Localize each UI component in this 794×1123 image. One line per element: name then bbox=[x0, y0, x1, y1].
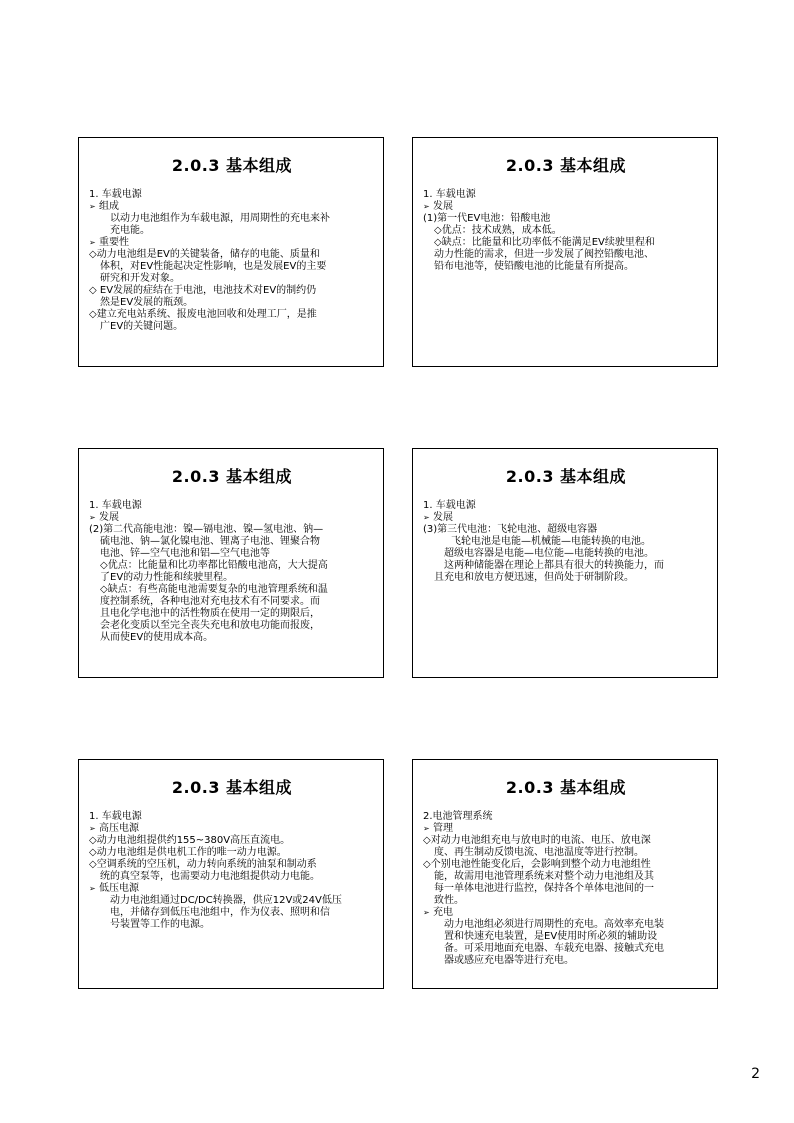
arrow-bullet-icon: ➢ bbox=[89, 238, 96, 247]
arrow-bullet-icon: ➢ bbox=[89, 884, 96, 893]
line-text: ◇动力电池组提供约155~380V高压直流电。 bbox=[89, 835, 291, 846]
line-text: 置和快速充电装置，是EV使用时所必须的辅助设 bbox=[444, 931, 658, 942]
text-line bbox=[89, 871, 375, 883]
text-line bbox=[423, 859, 709, 871]
text-line bbox=[423, 931, 709, 943]
line-text: ◇缺点：有些高能电池需要复杂的电池管理系统和温 bbox=[100, 584, 328, 595]
text-line bbox=[423, 811, 709, 823]
text-line bbox=[89, 919, 375, 931]
line-text: 电，并储存到低压电池组中，作为仪表、照明和信 bbox=[110, 907, 330, 918]
text-line bbox=[89, 560, 375, 572]
text-line bbox=[89, 261, 375, 273]
line-text: ◇优点：比能量和比功率都比铅酸电池高，大大提高 bbox=[100, 560, 328, 571]
line-text: (3)第三代电池：飞轮电池、超级电容器 bbox=[423, 524, 598, 535]
bullet-heading bbox=[89, 512, 375, 524]
line-text: 铅布电池等，使铅酸电池的比能量有所提高。 bbox=[434, 261, 634, 272]
line-text: 高压电源 bbox=[99, 823, 139, 834]
slide-title: 2.0.3 基本组成 bbox=[171, 156, 293, 175]
line-text: 发展 bbox=[99, 512, 119, 523]
bullet-heading bbox=[423, 823, 709, 835]
text-line bbox=[89, 907, 375, 919]
text-line bbox=[89, 620, 375, 632]
text-line bbox=[89, 189, 375, 201]
line-text: 1. 车载电源 bbox=[89, 811, 142, 822]
line-text: 2.电池管理系统 bbox=[423, 811, 493, 822]
line-text: 1. 车载电源 bbox=[89, 189, 142, 200]
line-text: ◇对动力电池组充电与放电时的电流、电压、放电深 bbox=[423, 835, 651, 846]
page-number: 2 bbox=[751, 1066, 760, 1082]
bullet-heading bbox=[423, 907, 709, 919]
line-text: 1. 车载电源 bbox=[423, 189, 476, 200]
text-line bbox=[89, 811, 375, 823]
slide-3 bbox=[78, 448, 384, 678]
text-line bbox=[423, 536, 709, 548]
line-text: 且充电和放电方便迅速，但尚处于研制阶段。 bbox=[434, 572, 634, 583]
text-line bbox=[423, 237, 709, 249]
line-text: 电池、锌—空气电池和铝—空气电池等 bbox=[100, 548, 270, 559]
slide-body bbox=[423, 811, 709, 967]
line-text: 致性。 bbox=[434, 895, 464, 906]
slide-title: 2.0.3 基本组成 bbox=[171, 467, 293, 486]
line-text: (1)第一代EV电池：铅酸电池 bbox=[423, 213, 551, 224]
slide-title: 2.0.3 基本组成 bbox=[505, 156, 627, 175]
line-text: 硫电池、钠—氯化镍电池、锂离子电池、锂聚合物 bbox=[100, 536, 320, 547]
line-text: ◇个别电池性能变化后，会影响到整个动力电池组性 bbox=[423, 859, 651, 870]
slide-4 bbox=[412, 448, 718, 678]
text-line bbox=[423, 919, 709, 931]
slide-body bbox=[89, 811, 375, 931]
line-text: 动力性能的需求，但进一步发展了阀控铅酸电池、 bbox=[434, 249, 654, 260]
slide-body bbox=[89, 500, 375, 644]
arrow-bullet-icon: ➢ bbox=[89, 513, 96, 522]
bullet-heading bbox=[423, 512, 709, 524]
text-line bbox=[423, 261, 709, 273]
line-text: 广EV的关键问题。 bbox=[100, 321, 184, 332]
text-line bbox=[423, 572, 709, 584]
text-line bbox=[89, 524, 375, 536]
line-text: 从而使EV的使用成本高。 bbox=[100, 632, 214, 643]
text-line bbox=[89, 309, 375, 321]
line-text: 以动力电池组作为车载电源，用周期性的充电来补 bbox=[110, 213, 330, 224]
text-line bbox=[89, 297, 375, 309]
text-line bbox=[89, 835, 375, 847]
text-line bbox=[89, 548, 375, 560]
line-text: ◇动力电池组是EV的关键装备，储存的电能、质量和 bbox=[89, 249, 320, 260]
line-text: 充电能。 bbox=[110, 225, 150, 236]
slide-5 bbox=[78, 759, 384, 989]
text-line bbox=[89, 273, 375, 285]
line-text: 组成 bbox=[99, 201, 119, 212]
text-line bbox=[89, 321, 375, 333]
line-text: 统的真空泵等，也需要动力电池组提供动力电能。 bbox=[100, 871, 320, 882]
slide-body bbox=[423, 189, 709, 273]
line-text: 器或感应充电器等进行充电。 bbox=[444, 955, 574, 966]
text-line bbox=[423, 943, 709, 955]
arrow-bullet-icon: ➢ bbox=[423, 202, 430, 211]
arrow-bullet-icon: ➢ bbox=[89, 824, 96, 833]
line-text: 这两种储能器在理论上都具有很大的转换能力，而 bbox=[444, 560, 664, 571]
bullet-heading bbox=[89, 201, 375, 213]
text-line bbox=[89, 500, 375, 512]
text-line bbox=[89, 536, 375, 548]
bullet-heading bbox=[89, 823, 375, 835]
line-text: 然是EV发展的瓶颈。 bbox=[100, 297, 194, 308]
text-line bbox=[89, 608, 375, 620]
slide-1 bbox=[78, 137, 384, 367]
text-line bbox=[423, 249, 709, 261]
slide-body bbox=[89, 189, 375, 333]
line-text: 低压电源 bbox=[99, 883, 139, 894]
text-line bbox=[423, 883, 709, 895]
line-text: 且电化学电池中的活性物质在使用一定的期限后， bbox=[100, 608, 320, 619]
text-line bbox=[423, 560, 709, 572]
text-line bbox=[423, 500, 709, 512]
bullet-heading bbox=[89, 883, 375, 895]
line-text: ◇建立充电站系统、报废电池回收和处理工厂，是推 bbox=[89, 309, 317, 320]
line-text: 1. 车载电源 bbox=[423, 500, 476, 511]
line-text: 研究和开发对象。 bbox=[100, 273, 180, 284]
line-text: ◇空调系统的空压机，动力转向系统的油泵和制动系 bbox=[89, 859, 317, 870]
line-text: ◇动力电池组是供电机工作的唯一动力电源。 bbox=[89, 847, 287, 858]
text-line bbox=[89, 847, 375, 859]
line-text: ◇缺点：比能量和比功率低不能满足EV续驶里程和 bbox=[434, 237, 655, 248]
text-line bbox=[89, 225, 375, 237]
line-text: 重要性 bbox=[99, 237, 129, 248]
slide-title: 2.0.3 基本组成 bbox=[171, 778, 293, 797]
slide-body bbox=[423, 500, 709, 584]
arrow-bullet-icon: ➢ bbox=[423, 824, 430, 833]
line-text: 会老化变质以至完全丧失充电和放电功能而报废， bbox=[100, 620, 320, 631]
slide-6 bbox=[412, 759, 718, 989]
line-text: 了EV的动力性能和续驶里程。 bbox=[100, 572, 234, 583]
line-text: 动力电池组必须进行周期性的充电。高效率充电装 bbox=[444, 919, 664, 930]
slide-2 bbox=[412, 137, 718, 367]
line-text: 发展 bbox=[433, 512, 453, 523]
text-line bbox=[89, 285, 375, 297]
text-line bbox=[423, 213, 709, 225]
line-text: 1. 车载电源 bbox=[89, 500, 142, 511]
text-line bbox=[423, 524, 709, 536]
line-text: 备。可采用地面充电器、车载充电器、接触式充电 bbox=[444, 943, 664, 954]
line-text: 充电 bbox=[433, 907, 453, 918]
text-line bbox=[89, 632, 375, 644]
text-line bbox=[89, 572, 375, 584]
text-line bbox=[423, 955, 709, 967]
text-line bbox=[89, 213, 375, 225]
text-line bbox=[423, 189, 709, 201]
text-line bbox=[423, 835, 709, 847]
line-text: (2)第二代高能电池：镍—镉电池、镍—氢电池、钠— bbox=[89, 524, 324, 535]
line-text: ◇ EV发展的症结在于电池，电池技术对EV的制约仍 bbox=[89, 285, 317, 296]
line-text: 超级电容器是电能—电位能—电能转换的电池。 bbox=[444, 548, 654, 559]
slide-title: 2.0.3 基本组成 bbox=[505, 778, 627, 797]
line-text: 能，故需用电池管理系统来对整个动力电池组及其 bbox=[434, 871, 654, 882]
text-line bbox=[423, 548, 709, 560]
line-text: 度控制系统，各种电池对充电技术有不同要求。而 bbox=[100, 596, 320, 607]
line-text: 度、再生制动反馈电流、电池温度等进行控制。 bbox=[434, 847, 644, 858]
arrow-bullet-icon: ➢ bbox=[89, 202, 96, 211]
text-line bbox=[89, 859, 375, 871]
line-text: 发展 bbox=[433, 201, 453, 212]
line-text: 管理 bbox=[433, 823, 453, 834]
text-line bbox=[89, 895, 375, 907]
line-text: 每一单体电池进行监控，保持各个单体电池间的一 bbox=[434, 883, 654, 894]
line-text: 号装置等工作的电源。 bbox=[110, 919, 210, 930]
slide-title: 2.0.3 基本组成 bbox=[505, 467, 627, 486]
bullet-heading bbox=[423, 201, 709, 213]
text-line bbox=[423, 847, 709, 859]
arrow-bullet-icon: ➢ bbox=[423, 513, 430, 522]
bullet-heading bbox=[89, 237, 375, 249]
text-line bbox=[89, 596, 375, 608]
text-line bbox=[423, 895, 709, 907]
text-line bbox=[423, 871, 709, 883]
line-text: ◇优点：技术成熟，成本低。 bbox=[434, 225, 562, 236]
arrow-bullet-icon: ➢ bbox=[423, 908, 430, 917]
text-line bbox=[423, 225, 709, 237]
line-text: 飞轮电池是电能—机械能—电能转换的电池。 bbox=[451, 536, 651, 547]
text-line bbox=[89, 584, 375, 596]
line-text: 动力电池组通过DC/DC转换器，供应12V或24V低压 bbox=[110, 895, 342, 906]
text-line bbox=[89, 249, 375, 261]
line-text: 体积，对EV性能起决定性影响，也是发展EV的主要 bbox=[100, 261, 327, 272]
